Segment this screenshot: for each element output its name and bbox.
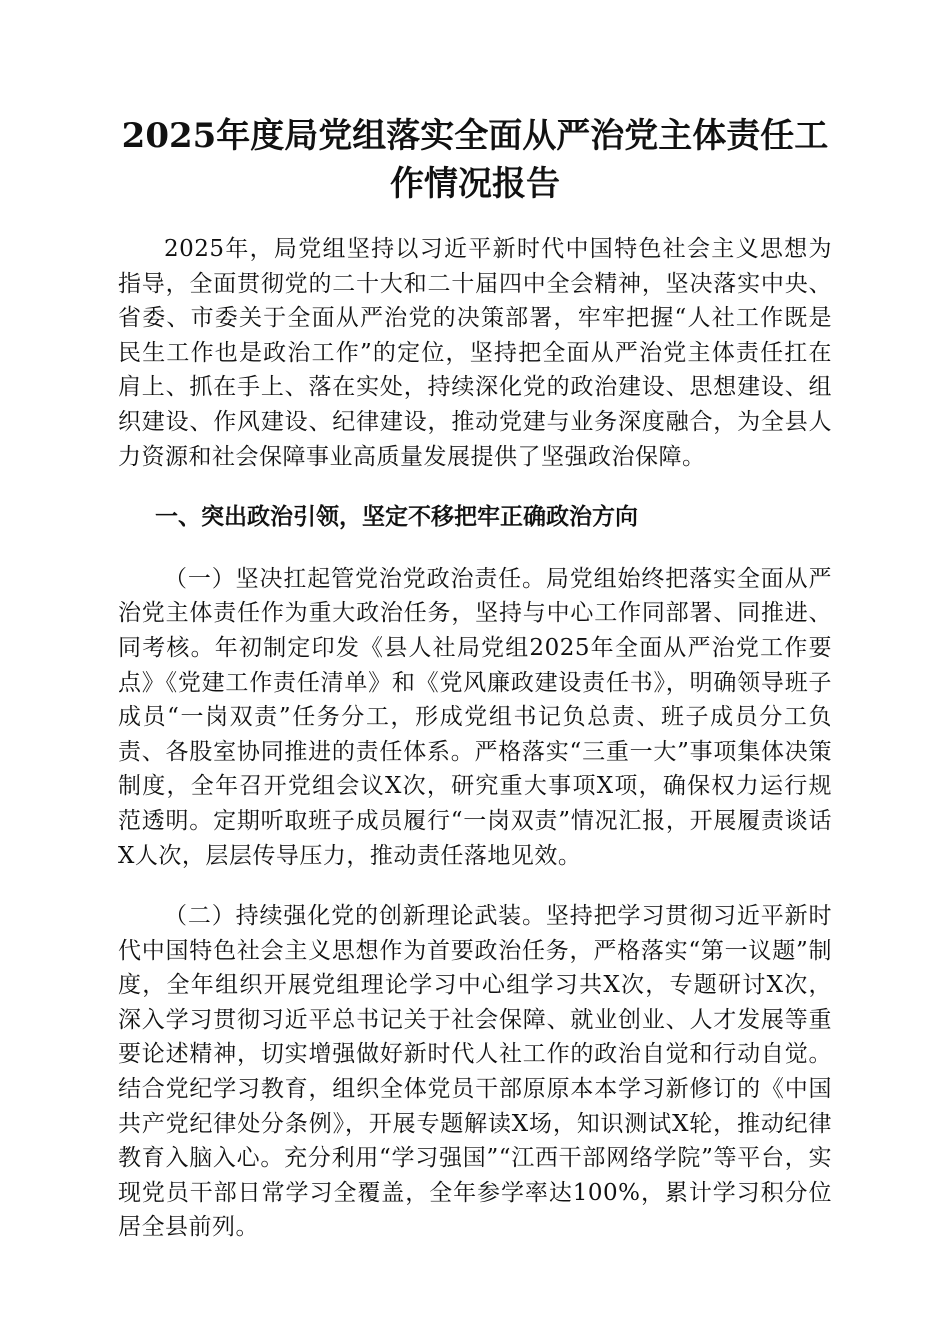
- document-page: [118, 112, 832, 1245]
- section1-paragraph-1: （一）坚决扛起管党治党政治责任。局党组始终把落实全面从严治党主体责任作为重大政治任务，坚持与中心工作同部署、同推进、同考核。年初制定印发《县人社局党组2025年全面从严治党工作要点》《党建工作责任清单》和《党风廉政建设责任书》，明确领导班子成员“一岗双责”任务分工，形成党组书记负总责、班子成员分工负责、各股室协同推进的责任体系。严格落实“三重一大”事项集体决策制度，全年召开党组会议X次，研究重大事项X项，确保权力运行规范透明。定期听取班子成员履行“一岗双责”情况汇报，开展履责谈话X人次，层层传导压力，推动责任落地见效。: [118, 565, 832, 869]
- section-heading-1: 一、突出政治引领，坚定不移把牢正确政治方向: [155, 504, 638, 531]
- section1-paragraph-2: （二）持续强化党的创新理论武装。坚持把学习贯彻习近平新时代中国特色社会主义思想作为首要政治任务，严格落实“第一议题”制度，全年组织开展党组理论学习中心组学习共X次，专题研讨X次，深入学习贯彻习近平总书记关于社会保障、就业创业、人才发展等重要论述精神，切实增强做好新时代人社工作的政治自觉和行动自觉。结合党纪学习教育，组织全体党员干部原原本本学习新修订的《中国共产党纪律处分条例》，开展专题解读X场，知识测试X轮，推动纪律教育入脑入心。充分利用“学习强国”“江西干部网络学院”等平台，实现党员干部日常学习全覆盖，全年参学率达100%，累计学习积分位居全县前列。: [118, 903, 832, 1241]
- intro-paragraph: 2025年，局党组坚持以习近平新时代中国特色社会主义思想为指导，全面贯彻党的二十大和二十届四中全会精神，坚决落实中央、省委、市委关于全面从严治党的决策部署，牢牢把握“人社工作既是民生工作也是政治工作”的定位，坚持把全面从严治党主体责任扛在肩上、抓在手上、落在实处，持续深化党的政治建设、思想建设、组织建设、作风建设、纪律建设，推动党建与业务深度融合，为全县人力资源和社会保障事业高质量发展提供了坚强政治保障。: [118, 236, 832, 470]
- document-title: 2025年度局党组落实全面从严治党主体责任工作情况报告: [121, 116, 829, 204]
